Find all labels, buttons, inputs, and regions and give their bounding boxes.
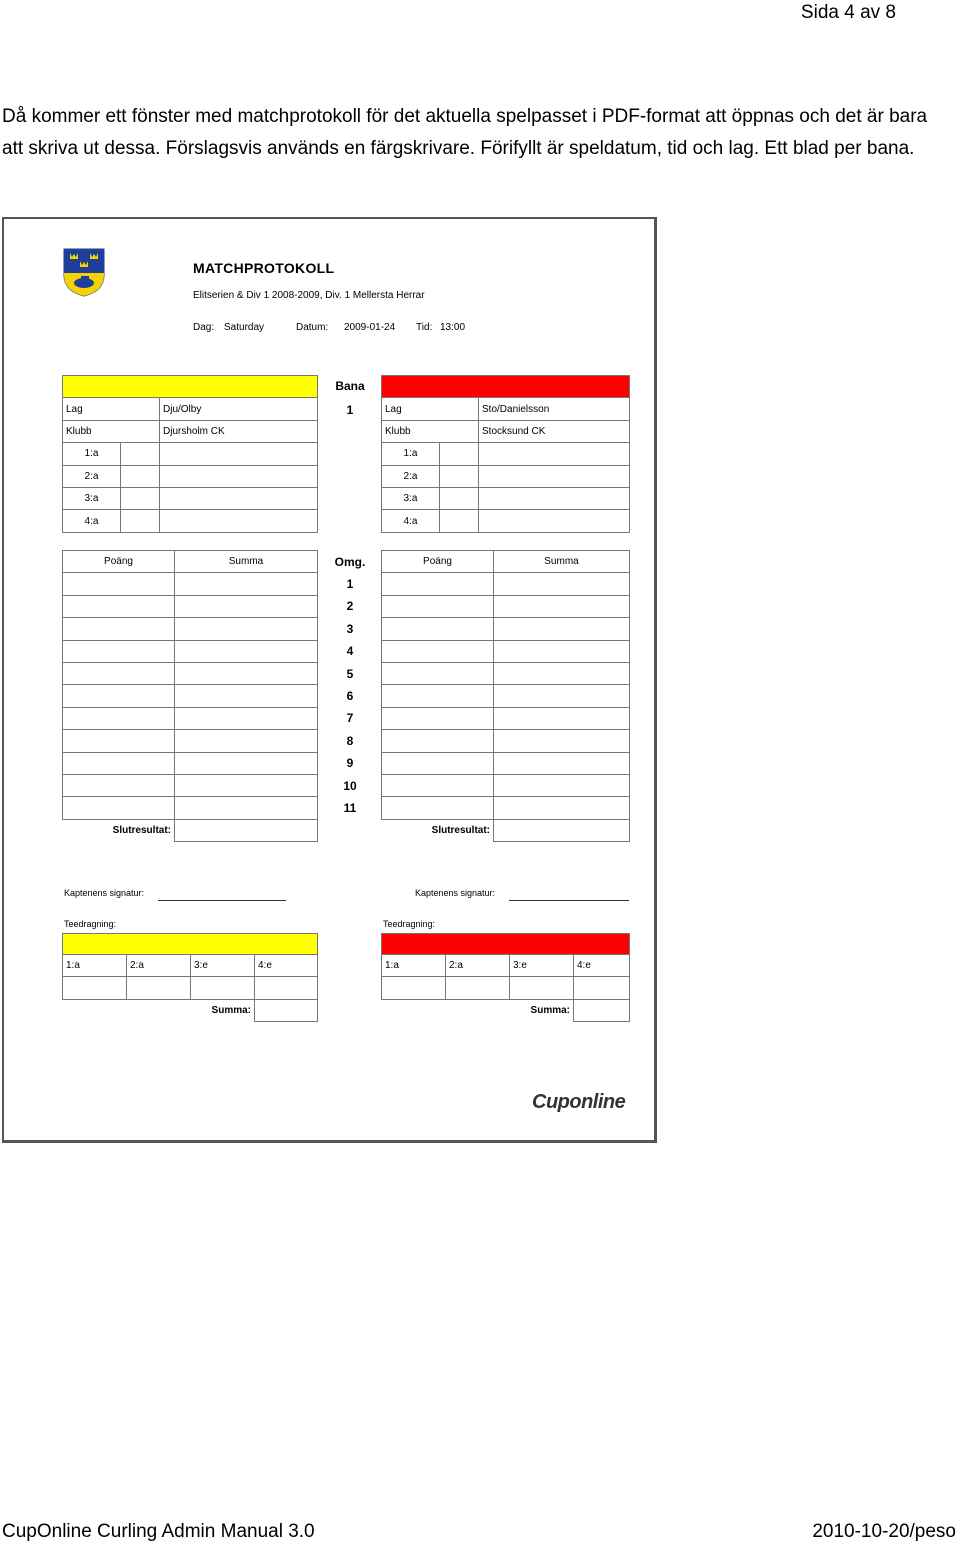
summa-cell — [175, 707, 318, 729]
round-number: 6 — [346, 689, 354, 703]
summa-cell — [494, 573, 630, 595]
poang-cell — [63, 797, 175, 819]
summa-cell — [175, 595, 318, 617]
poang-cell — [382, 685, 494, 707]
poang-cell — [382, 707, 494, 729]
team-left-color-bar — [63, 376, 318, 398]
curling-federation-crest-icon — [62, 247, 106, 297]
round-number: 5 — [346, 666, 354, 681]
round-number: 1 — [346, 577, 354, 591]
page-number: Sida 4 av 8 — [800, 2, 896, 23]
footer-date-author: 2010-10-20/peso — [812, 1521, 956, 1542]
summa-header: Summa — [494, 551, 630, 573]
footer-manual-title: CupOnline Curling Admin Manual 3.0 — [2, 1521, 315, 1542]
player-position: 1:a — [382, 443, 440, 465]
tee-position: 1:a — [382, 955, 446, 977]
poang-cell — [382, 573, 494, 595]
poang-cell — [382, 595, 494, 617]
lag-label: Lag — [382, 398, 479, 420]
team-right-lag: Sto/Danielsson — [479, 398, 630, 420]
summa-cell — [494, 730, 630, 752]
time-label: Tid: — [416, 322, 433, 333]
tee-left-color-bar — [63, 934, 318, 955]
score-left-table — [62, 550, 318, 842]
player-position: 2:a — [382, 465, 440, 487]
match-protocol-sheet — [2, 217, 657, 1143]
klubb-label: Klubb — [63, 420, 160, 442]
summa-cell — [175, 774, 318, 796]
team-left-lag: Dju/Olby — [160, 398, 318, 420]
day-value: Saturday — [224, 322, 265, 333]
score-row — [382, 685, 630, 707]
tee-left-table — [62, 933, 318, 1022]
score-row — [382, 797, 630, 819]
poang-cell — [382, 752, 494, 774]
score-row — [63, 618, 318, 640]
team-right-klubb: Stocksund CK — [479, 420, 630, 442]
tee-summa-cell — [255, 999, 318, 1021]
teedragning-label-left: Teedragning: — [64, 919, 117, 929]
round-number: 2 — [346, 599, 354, 614]
poang-cell — [382, 618, 494, 640]
summa-cell — [175, 730, 318, 752]
captain-signature-label-right: Kaptenens signatur: — [415, 888, 496, 898]
date-value: 2009-01-24 — [344, 322, 396, 333]
score-row — [63, 730, 318, 752]
score-right-table — [381, 550, 630, 842]
score-row — [63, 752, 318, 774]
summa-cell — [175, 573, 318, 595]
slutresultat-label: Slutresultat: — [112, 825, 171, 837]
tee-position: 1:a — [63, 955, 127, 977]
poang-cell — [63, 618, 175, 640]
player-position: 4:a — [63, 510, 121, 532]
score-row — [63, 685, 318, 707]
player-position: 2:a — [63, 465, 121, 487]
tee-summa-cell — [574, 999, 630, 1021]
tee-position: 2:a — [127, 955, 191, 977]
poang-cell — [382, 640, 494, 662]
summa-cell — [494, 797, 630, 819]
score-row — [63, 640, 318, 662]
round-number: 8 — [346, 733, 354, 748]
poang-cell — [63, 640, 175, 662]
poang-cell — [63, 752, 175, 774]
score-row — [63, 595, 318, 617]
player-position: 3:a — [382, 487, 440, 509]
score-row — [382, 730, 630, 752]
tee-right-table — [381, 933, 630, 1022]
lag-label: Lag — [63, 398, 160, 420]
round-number: 11 — [343, 801, 357, 815]
summa-cell — [175, 797, 318, 819]
tee-position: 3:e — [191, 955, 255, 977]
round-number: 3 — [346, 621, 354, 636]
summa-cell — [494, 662, 630, 684]
summa-cell — [175, 752, 318, 774]
round-number: 10 — [343, 778, 357, 793]
summa-cell — [175, 618, 318, 640]
score-row — [382, 640, 630, 662]
poang-cell — [382, 730, 494, 752]
team-right-color-bar — [382, 376, 630, 398]
captain-signature-line-left[interactable] — [158, 900, 286, 901]
summa-cell — [494, 707, 630, 729]
poang-cell — [63, 595, 175, 617]
team-right-table — [381, 375, 630, 533]
tee-position: 3:e — [510, 955, 574, 977]
poang-cell — [382, 797, 494, 819]
cuponline-logo: Cuponline — [532, 1091, 626, 1113]
summa-header: Summa — [175, 551, 318, 573]
summa-cell — [494, 595, 630, 617]
tee-position: 4:e — [255, 955, 318, 977]
poang-cell — [63, 685, 175, 707]
score-row — [382, 595, 630, 617]
tee-summa-label: Summa: — [211, 1005, 251, 1017]
slutresultat-row — [382, 819, 630, 841]
player-position: 4:a — [382, 510, 440, 532]
protocol-subtitle: Elitserien & Div 1 2008-2009, Div. 1 Mellersta Herrar — [193, 290, 425, 301]
player-position: 1:a — [63, 443, 121, 465]
protocol-title: MATCHPROTOKOLL — [193, 260, 335, 276]
poang-cell — [63, 573, 175, 595]
team-left-klubb: Djursholm CK — [160, 420, 318, 442]
captain-signature-line-right[interactable] — [509, 900, 629, 901]
slutresultat-label: Slutresultat: — [431, 825, 490, 837]
summa-cell — [175, 640, 318, 662]
poang-cell — [382, 774, 494, 796]
score-row — [382, 618, 630, 640]
date-label: Datum: — [296, 322, 329, 333]
score-row — [382, 573, 630, 595]
summa-cell — [494, 618, 630, 640]
slutresultat-cell — [175, 819, 318, 841]
tee-position: 4:e — [574, 955, 630, 977]
poang-header: Poäng — [382, 551, 494, 573]
bana-value: 1 — [346, 403, 354, 417]
round-number: 7 — [346, 711, 354, 726]
summa-cell — [494, 774, 630, 796]
teedragning-label-right: Teedragning: — [383, 919, 436, 929]
poang-cell — [63, 730, 175, 752]
score-row — [63, 707, 318, 729]
captain-signature-label-left: Kaptenens signatur: — [64, 888, 145, 898]
poang-cell — [63, 707, 175, 729]
score-row — [382, 752, 630, 774]
day-label: Dag: — [193, 322, 215, 333]
tee-right-color-bar — [382, 934, 630, 955]
summa-cell — [494, 752, 630, 774]
poang-cell — [63, 774, 175, 796]
score-row — [63, 797, 318, 819]
slutresultat-cell — [494, 819, 630, 841]
summa-cell — [494, 640, 630, 662]
poang-header: Poäng — [63, 551, 175, 573]
intro-paragraph: Då kommer ett fönster med matchprotokoll för det aktuella spelpasset i PDF-format att öppnas och det är bara att skriva ut dessa. Förslagsvis används en färgskrivare. Förifyllt är speldatum, tid och lag. Ett blad per bana. — [2, 106, 928, 159]
poang-cell — [382, 662, 494, 684]
tee-summa-label: Summa: — [530, 1005, 570, 1017]
score-row — [63, 573, 318, 595]
klubb-label: Klubb — [382, 420, 479, 442]
tee-position: 2:a — [446, 955, 510, 977]
slutresultat-row — [63, 819, 318, 841]
score-row — [63, 662, 318, 684]
team-left-table — [62, 375, 318, 533]
round-number: 9 — [346, 756, 354, 771]
player-position: 3:a — [63, 487, 121, 509]
bana-label: Bana — [335, 379, 365, 393]
summa-cell — [175, 662, 318, 684]
summa-cell — [175, 685, 318, 707]
score-row — [382, 707, 630, 729]
score-row — [63, 774, 318, 796]
score-row — [382, 662, 630, 684]
summa-cell — [494, 685, 630, 707]
omg-label: Omg. — [334, 555, 366, 569]
time-value: 13:00 — [440, 322, 466, 333]
round-number: 4 — [346, 644, 354, 659]
score-row — [382, 774, 630, 796]
poang-cell — [63, 662, 175, 684]
